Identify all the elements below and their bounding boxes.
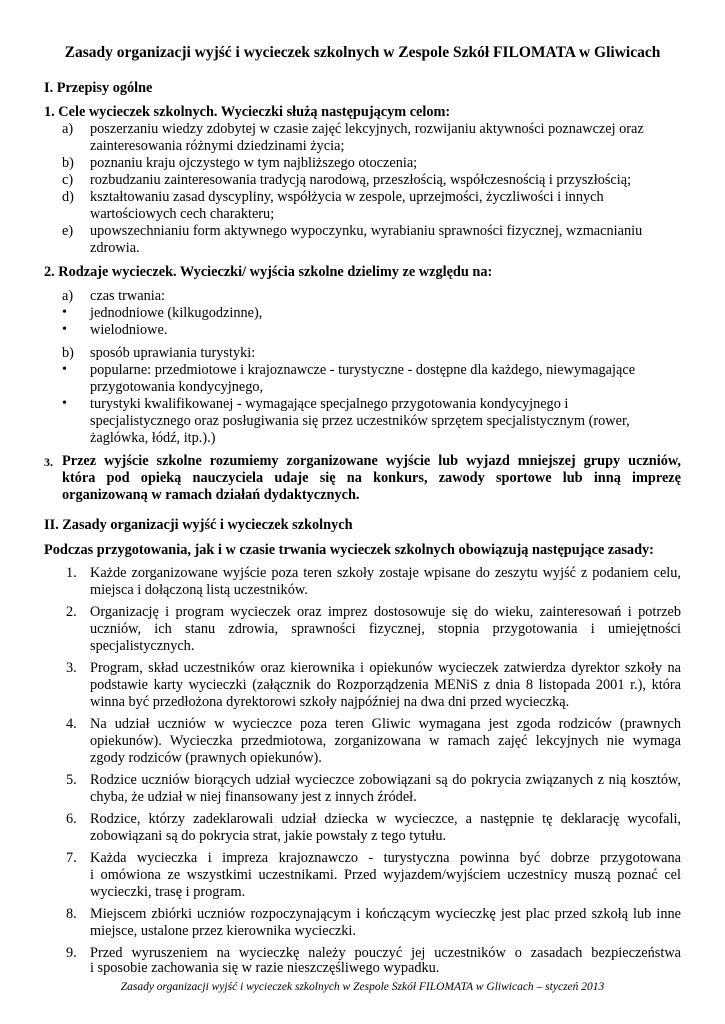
goal-e-line2: zdrowia. <box>90 240 140 256</box>
rule-2-number: 2. <box>66 604 77 620</box>
goal-b-line1: poznaniu kraju ojczystego w tym najbliższego otoczenia; <box>90 155 418 171</box>
rule-6-number: 6. <box>66 811 77 827</box>
rule-2-line1: Organizację i program wycieczek oraz imprez dostosowuje się do wieku, zainteresowań i potrzeb <box>90 604 681 620</box>
goal-e-line1: upowszechnianiu form aktywnego wypoczynku, wyrabianiu sprawności fizycznej, wzmacnianiu <box>90 223 643 239</box>
rule-4-line2: opiekunów). Wycieczka przedmiotowa, zorganizowana w ramach zajęć lekcyjnych nie wymaga <box>90 733 681 749</box>
point3-line3: organizowaną w ramach działań dydaktycznych. <box>62 487 360 503</box>
goal-d-line2: wartościowych cech charakteru; <box>90 206 275 222</box>
bullet-dot: • <box>62 362 67 377</box>
rule-7-line1: Każda wycieczka i impreza krajoznawczo - turystyczna powinna być dobrze przygotowana <box>90 850 681 866</box>
rule-8-line2: miejsce, ustalone przez kierownika wycieczki. <box>90 923 356 939</box>
rule-7-number: 7. <box>66 850 77 866</box>
section2-intro: Podczas przygotowania, jak i w czasie trwania wycieczek szkolnych obowiązują następujące zasady: <box>44 542 654 558</box>
types-heading: 2. Rodzaje wycieczek. Wycieczki/ wyjścia szkolne dzielimy ze względu na: <box>44 264 493 280</box>
point3-number: 3. <box>44 455 53 469</box>
types-b-bullet2-line1: turystyki kwalifikowanej - wymagające specjalnego przygotowania kondycyjnego i <box>90 396 569 412</box>
rule-1-line2: miejsca i dołączoną listą uczestników. <box>90 582 308 598</box>
rule-1-number: 1. <box>66 565 77 581</box>
rule-6-line1: Rodzice, którzy zadeklarowali udział dziecka w wycieczce, a następnie tę deklarację wycofali, <box>90 811 681 827</box>
rule-6-line2: zobowiązani są do pokrycia strat, jakie powstały z tego tytułu. <box>90 828 447 844</box>
rule-4-number: 4. <box>66 716 77 732</box>
goal-a-line1: poszerzaniu wiedzy zdobytej w czasie zajęć lekcyjnych, rozwijaniu aktywności poznawczej oraz <box>90 121 644 137</box>
goal-a-line2: zainteresowania różnymi dziedzinami życia; <box>90 138 345 154</box>
rule-4-line3: zgody rodziców (prawnych opiekunów). <box>90 750 322 766</box>
point3-line2: która pod opieką nauczyciela udaje się na konkurs, zawody sportowe lub inną imprezę <box>62 470 681 486</box>
goal-d-line1: kształtowaniu zasad dyscypliny, współżycia w zespole, uprzejmości, życzliwości i innych <box>90 189 604 205</box>
rule-4-line1: Na udział uczniów w wycieczce poza teren Gliwic wymagana jest zgoda rodziców (prawnych <box>90 716 681 732</box>
rule-7-line3: wycieczki, trasę i program. <box>90 884 246 900</box>
bullet-dot: • <box>62 322 67 337</box>
types-a-text: czas trwania: <box>90 288 166 304</box>
types-b-text: sposób uprawiania turystyki: <box>90 345 256 361</box>
types-a-bullet-1: jednodniowe (kilkugodzinne), <box>90 305 263 321</box>
rule-3-number: 3. <box>66 660 77 676</box>
goal-d-label: d) <box>62 189 74 205</box>
goal-a-label: a) <box>62 121 74 137</box>
rule-1-line1: Każde zorganizowane wyjście poza teren szkoły zostaje wpisane do zeszytu wyjść z podaniem celu, <box>90 565 681 581</box>
rule-3-line2: podstawie karty wycieczki (załącznik do Rozporządzenia MENiS z dnia 8 listopada 2001 r.), która <box>90 677 681 693</box>
goal-c-line1: rozbudzaniu zainteresowania tradycją narodową, przeszłością, współczesnością i przyszłością; <box>90 172 632 188</box>
types-b-bullet2-line2: specjalistycznego oraz posługiwania się przez uczestników sprzętem specjalistycznym (rower, <box>90 413 630 429</box>
rule-5-line2: chyba, że udział w niej finansowany jest z innych źródeł. <box>90 789 417 805</box>
types-a-label: a) <box>62 288 74 304</box>
rule-8-line1: Miejscem zbiórki uczniów rozpoczynającym i kończącym wycieczkę jest plac przed szkołą lub inne <box>90 906 681 922</box>
rule-3-line3: winna być przedłożona dyrektorowi szkoły najpóźniej na dwa dni przed wycieczką. <box>90 694 570 710</box>
rule-9-number: 9. <box>66 945 77 961</box>
rule-2-line3: specjalistycznych. <box>90 638 195 654</box>
point3-line1: Przez wyjście szkolne rozumiemy zorganizowane wyjście lub wyjazd mniejszej grupy uczniów, <box>62 453 681 469</box>
goal-c-label: c) <box>62 172 74 188</box>
rule-2-line2: uczniów, ich stanu zdrowia, sprawności fizycznej, stopnia przygotowania i umiejętności <box>90 621 681 637</box>
rule-7-line2: i omówiona ze wszystkimi uczestnikami. Przed wyjazdem/wyjściem uczestnicy muszą poznać cel <box>90 867 681 883</box>
section2-heading: II. Zasady organizacji wyjść i wycieczek szkolnych <box>44 517 353 533</box>
rule-3-line1: Program, skład uczestników oraz kierownika i opiekunów wycieczek zatwierdza dyrektor szkoły na <box>90 660 681 676</box>
goal-e-label: e) <box>62 223 74 239</box>
types-a-bullet-2: wielodniowe. <box>90 322 168 338</box>
rule-9-line1: Przed wyruszeniem na wycieczkę należy pouczyć jej uczestników o zasadach bezpieczeństwa <box>90 945 681 961</box>
goals-heading: 1. Cele wycieczek szkolnych. Wycieczki służą następującym celom: <box>44 104 451 120</box>
types-b-label: b) <box>62 345 74 361</box>
bullet-dot: • <box>62 305 67 320</box>
page-footer: Zasady organizacji wyjść i wycieczek szkolnych w Zespole Szkół FILOMATA w Gliwicach – styczeń 2013 <box>120 981 605 993</box>
goal-b-label: b) <box>62 155 74 171</box>
types-b-bullet1-line2: przygotowania kondycyjnego, <box>90 379 264 395</box>
bullet-dot: • <box>62 396 67 411</box>
rule-5-number: 5. <box>66 772 77 788</box>
rule-9-line2: i sposobie zachowania się w razie nieszczęśliwego wypadku. <box>90 960 440 976</box>
document-title: Zasady organizacji wyjść i wycieczek szkolnych w Zespole Szkół FILOMATA w Gliwicach <box>64 44 661 61</box>
types-b-bullet1-line1: popularne: przedmiotowe i krajoznawcze - turystyczne - dostępne dla każdego, niewymagające <box>90 362 636 378</box>
rule-5-line1: Rodzice uczniów biorących udział wycieczce zobowiązani są do pokrycia związanych z nią kosztów, <box>90 772 681 788</box>
section1-heading: I. Przepisy ogólne <box>44 80 153 96</box>
rule-8-number: 8. <box>66 906 77 922</box>
types-b-bullet2-line3: żaglówka, łódź, itp.).) <box>90 430 216 446</box>
